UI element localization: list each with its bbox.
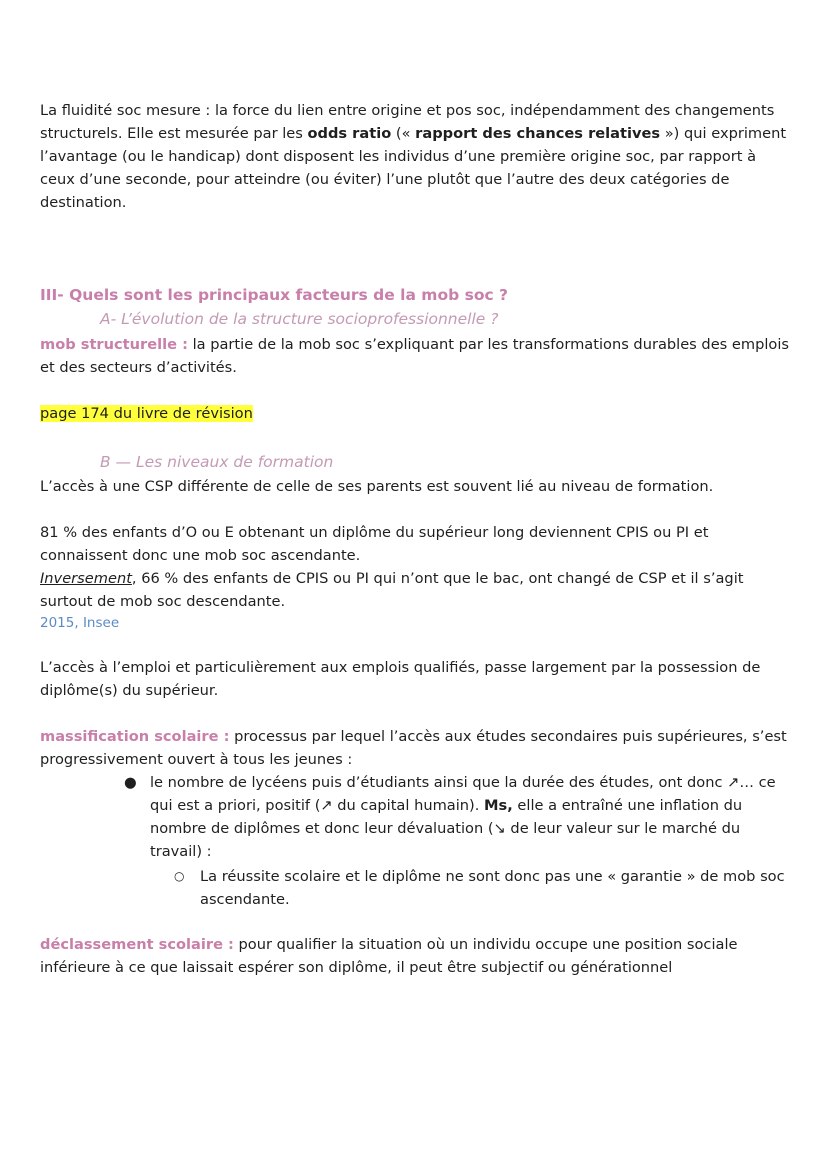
- bullet-circle-icon: ○: [174, 869, 185, 883]
- massification-paragraph: [40, 725, 790, 771]
- odds-ratio-term: odds ratio: [307, 125, 392, 142]
- rapport-chances-term: rapport des chances relatives: [415, 125, 661, 142]
- mob-structurelle-term: mob structurelle :: [40, 336, 188, 353]
- fluidite-paragraph: [40, 99, 790, 214]
- bullet1-text-b: elle a entraîné une inflation du nombre de diplômes et donc leur dévaluation (↘ de leur valeur sur le marché du travail) :: [150, 797, 743, 860]
- bullet1-text-a: le nombre de lycéens puis d’étudiants ainsi que la durée des études, ont donc ↗… ce qui est a priori, positif (↗ du capital humain).: [150, 774, 776, 814]
- declassement-term: déclassement scolaire :: [40, 936, 234, 953]
- subsection-b-title: B — Les niveaux de formation: [100, 453, 334, 471]
- acces-csp-paragraph: L’accès à une CSP différente de celle de ses parents est souvent lié au niveau de formation.: [40, 478, 714, 495]
- bullet2-text: La réussite scolaire et le diplôme ne sont donc pas une « garantie » de mob soc ascendante.: [200, 868, 785, 908]
- source-citation: 2015, Insee: [40, 615, 120, 631]
- mob-structurelle-paragraph: [40, 333, 790, 379]
- declassement-paragraph: [40, 933, 790, 979]
- fluidite-intro: La fluidité soc mesure : la force du lien entre origine et pos soc, indépendamment des changements structurels. Elle est mesurée par les: [40, 102, 775, 142]
- stat-66-rest: , 66 % des enfants de CPIS ou PI qui n’ont que le bac, ont changé de CSP et il s’agit surtout de mob soc descendante.: [40, 570, 744, 610]
- list-item: [110, 771, 790, 911]
- subsection-a-title: A- L’évolution de la structure socioprofessionnelle ?: [100, 310, 499, 328]
- declassement-def: pour qualifier la situation où un individu occupe une position sociale inférieure à ce que laissait espérer son diplôme, il peut être subjectif ou générationnel: [40, 936, 738, 976]
- highlighted-page-ref: page 174 du livre de révision: [40, 405, 253, 422]
- bullet1-ms: Ms,: [484, 797, 513, 814]
- mob-structurelle-def: la partie de la mob soc s’expliquant par les transformations durables des emplois et des secteurs d’activités.: [40, 336, 790, 376]
- massification-def: processus par lequel l’accès aux études secondaires puis supérieures, s’est progressivement ouvert à tous les jeunes :: [40, 728, 787, 768]
- bullet-dot-icon: ●: [124, 774, 137, 791]
- fluidite-rest: ») qui expriment l’avantage (ou le handicap) dont disposent les individus d’une première origine soc, par rapport à ceux d’une seconde, pour atteindre (ou éviter) l’une plutôt que l’autre des deux catégories de destination.: [40, 125, 787, 211]
- stat-81-paragraph: 81 % des enfants d’O ou E obtenant un diplôme du supérieur long deviennent CPIS ou PI et connaissent donc une mob soc ascendante.: [40, 524, 709, 564]
- nested-list: [150, 865, 790, 911]
- massification-term: massification scolaire :: [40, 728, 230, 745]
- massification-list: [110, 771, 790, 911]
- paren-open: («: [391, 125, 416, 142]
- section-3-title: III- Quels sont les principaux facteurs de la mob soc ?: [40, 286, 509, 304]
- inversement-word: Inversement: [40, 570, 132, 587]
- list-item: [150, 865, 790, 911]
- stat-66-paragraph: [40, 567, 790, 613]
- acces-emploi-paragraph: L’accès à l’emploi et particulièrement aux emplois qualifiés, passe largement par la possession de diplôme(s) du supérieur.: [40, 659, 761, 699]
- revision-note: [40, 402, 790, 425]
